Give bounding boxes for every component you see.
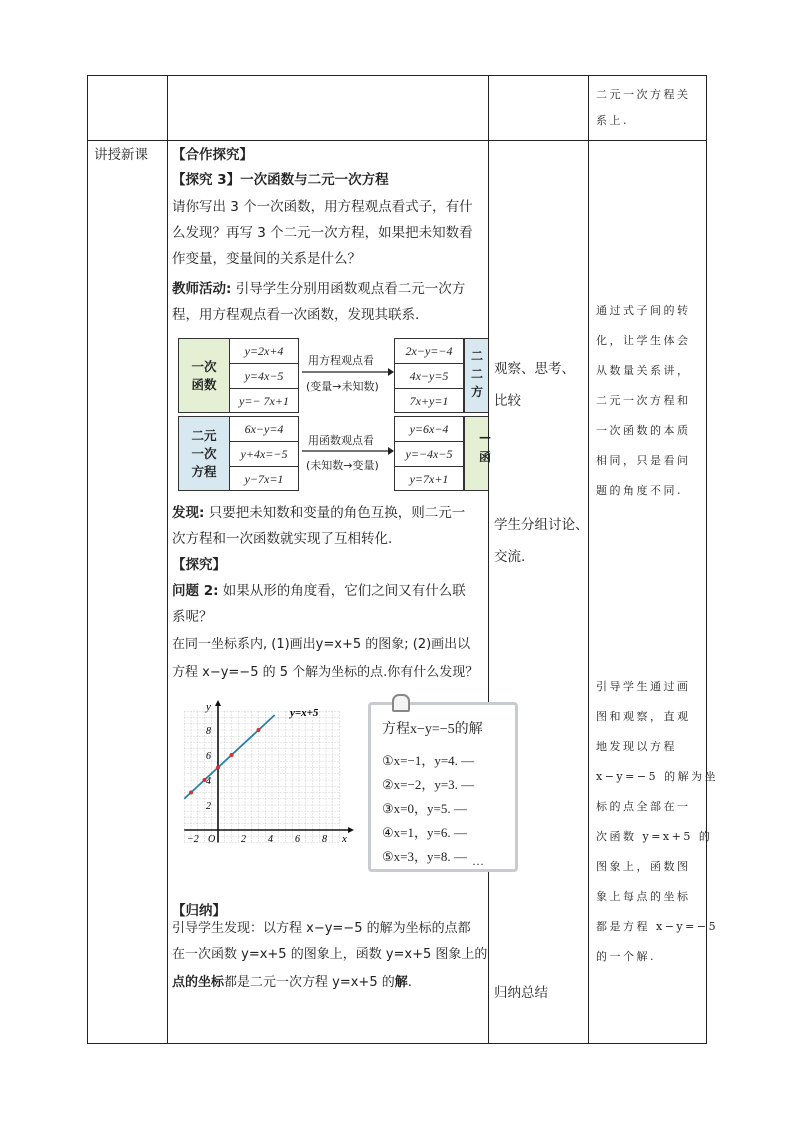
y-tick-label: 4 bbox=[206, 776, 211, 787]
table-top-border bbox=[87, 75, 707, 76]
col4-line: 二元一次方程和 bbox=[596, 394, 691, 407]
col4-line: 一次函数的本质 bbox=[596, 424, 691, 437]
table1-right-eq1: 2x−y=−4 bbox=[395, 339, 463, 364]
table1-right-box bbox=[394, 338, 464, 413]
teacher-activity-line1 bbox=[172, 276, 465, 302]
table1-arrow-bottom: (变量→未知数) bbox=[306, 380, 379, 393]
col4-line: 图象上，函数图 bbox=[596, 860, 691, 873]
col4-line: 题的角度不同. bbox=[596, 484, 683, 497]
table2-right-eq3: y=7x+1 bbox=[409, 471, 449, 486]
x-tick-label: 2 bbox=[241, 834, 246, 845]
solution-4: ④x=1，y=6. — bbox=[382, 825, 467, 840]
table1-left-box bbox=[229, 338, 299, 413]
solution-point bbox=[216, 766, 220, 770]
summary-line2: 在一次函数 y=x+5 的图象上，函数 y=x+5 图象上的 bbox=[172, 947, 488, 962]
q2-text1: 如果从形的角度看，它们之间又有什么联 bbox=[218, 583, 466, 599]
q2-line3: 在同一坐标系内, (1)画出y=x+5 的图象; (2)画出以 bbox=[172, 637, 471, 652]
para1-line3: 作变量，变量间的关系是什么？ bbox=[172, 251, 361, 267]
teacher-text1: 引导学生分别用函数观点看二元一次方 bbox=[231, 281, 466, 297]
x-tick-label: 4 bbox=[268, 834, 273, 845]
teacher-label: 教师活动: bbox=[172, 281, 232, 297]
table-left-border bbox=[87, 75, 88, 1044]
col-divider-2 bbox=[488, 75, 489, 1044]
discover-line2: 次方程和一次函数就实现了互相转化. bbox=[172, 531, 393, 547]
solutions-ellipsis: … bbox=[472, 854, 484, 868]
solution-point bbox=[230, 753, 234, 757]
col4-line: 的一个解. bbox=[596, 950, 656, 963]
table1-left-eq2: y=4x−5 bbox=[230, 364, 298, 389]
solutions-panel bbox=[368, 702, 488, 874]
row-divider bbox=[87, 140, 707, 141]
col3-group-line1: 学生分组讨论、 bbox=[494, 517, 589, 533]
col4-line: 通过式子间的转 bbox=[596, 304, 691, 317]
col4-line: 从数量关系讲， bbox=[596, 364, 691, 377]
origin-label: O bbox=[208, 834, 216, 845]
col3-group-line2: 交流. bbox=[494, 549, 526, 565]
y-tick-label: 6 bbox=[206, 751, 211, 762]
solution-5: ⑤x=3，y=8. — bbox=[382, 849, 467, 864]
table1-left-eq3: y=− 7x+1 bbox=[239, 393, 289, 408]
discover-line1 bbox=[172, 500, 465, 526]
summary-line3: 点的坐标都是二元一次方程 y=x+5 的解. bbox=[172, 975, 412, 990]
x-tick-label: −2 bbox=[187, 834, 199, 845]
table1-right-eq3: 7x+y=1 bbox=[409, 393, 449, 408]
col4-line: 图和观察，直观 bbox=[596, 710, 691, 723]
col4-line: 标的点全部在一 bbox=[596, 800, 691, 813]
table2-left-eq2: y+4x=−5 bbox=[230, 442, 298, 467]
x-tick-label: 8 bbox=[322, 834, 327, 845]
table2-edge-label: — 函 bbox=[464, 416, 488, 491]
heading-explore3-prefix: 【探究 3】 bbox=[172, 172, 241, 188]
discover-label: 发现: bbox=[172, 505, 205, 521]
coordinate-graph bbox=[176, 698, 356, 850]
summary-bold-coords: 点的坐标 bbox=[172, 975, 225, 990]
discover-text1: 只要把未知数和变量的角色互换，则二元一 bbox=[204, 505, 466, 521]
col-divider-3 bbox=[588, 75, 589, 1044]
solution-point bbox=[203, 778, 207, 782]
table1-arrow-icon bbox=[302, 368, 394, 376]
summary-mid: 都是二元一次方程 y=x+5 的 bbox=[224, 975, 395, 990]
col3-summary: 归纳总结 bbox=[494, 985, 548, 1001]
top-row-note-line2: 系上. bbox=[596, 114, 629, 127]
table-bottom-border bbox=[87, 1043, 707, 1044]
table2-right-box bbox=[394, 416, 464, 491]
table2-label: 二元 一次 方程 bbox=[178, 416, 230, 491]
heading-explore3-title: 一次函数与二元一次方程 bbox=[240, 172, 389, 188]
top-row-note-line1: 二元一次方程关 bbox=[596, 88, 691, 101]
table2-arrow-icon bbox=[302, 447, 394, 455]
heading-cooperative: 【合作探究】 bbox=[172, 147, 253, 163]
q2-label: 问题 2: bbox=[172, 583, 219, 599]
col3-observe-line2: 比较 bbox=[494, 393, 521, 409]
binder-clip-icon bbox=[392, 694, 410, 712]
para1-line1: 请你写出 3 个一次函数，用方程观点看式子，有什 bbox=[172, 199, 473, 215]
col4-line: 象上每点的坐标 bbox=[596, 890, 691, 903]
col4-line: 都是方程 x−y=−5 bbox=[596, 920, 719, 933]
table2-arrow-top: 用函数观点看 bbox=[308, 434, 374, 447]
summary-heading: 【归纳】 bbox=[172, 903, 226, 919]
summary-bold-solution: 解 bbox=[394, 975, 408, 990]
table1-left-eq1: y=2x+4 bbox=[230, 339, 298, 364]
section-label: 讲授新课 bbox=[94, 147, 148, 163]
table1-label: 一次 函数 bbox=[178, 338, 230, 413]
table2-right-eq2: y=−4x−5 bbox=[395, 442, 463, 467]
para1-line2: 么发现？再写 3 个二元一次方程，如果把未知数看 bbox=[172, 225, 473, 241]
y-axis-label: y bbox=[206, 701, 211, 713]
col4-line: 相同，只是看问 bbox=[596, 454, 691, 467]
table1-arrow-top: 用方程观点看 bbox=[308, 354, 374, 367]
solution-3: ③x=0，y=5. — bbox=[382, 801, 467, 816]
y-tick-label: 8 bbox=[206, 726, 211, 737]
col4-line: x−y=−5 的解为坐 bbox=[596, 770, 719, 783]
solution-point bbox=[257, 728, 261, 732]
heading-explore3 bbox=[172, 167, 389, 193]
col-divider-1 bbox=[167, 75, 168, 1044]
x-axis-arrow bbox=[348, 827, 354, 833]
table2-left-eq3: y−7x=1 bbox=[244, 471, 284, 486]
col3-observe-line1: 观察、思考、 bbox=[494, 361, 575, 377]
explore-heading: 【探究】 bbox=[172, 557, 226, 573]
solutions-title: 方程x−y=−5的解 bbox=[382, 722, 483, 737]
table1-right-eq2: 4x−y=5 bbox=[395, 364, 463, 389]
table1-edge-label: 二 二 方 bbox=[464, 338, 488, 413]
solution-2: ②x=−2，y=3. — bbox=[382, 777, 475, 792]
summary-line1: 引导学生发现：以方程 x−y=−5 的解为坐标的点都 bbox=[172, 921, 471, 936]
series-label: y=x+5 bbox=[290, 707, 319, 719]
y-axis-arrow bbox=[215, 700, 221, 706]
table2-left-box bbox=[229, 416, 299, 491]
col4-line: 化，让学生体会 bbox=[596, 334, 691, 347]
table2-right-eq1: y=6x−4 bbox=[395, 417, 463, 442]
table-right-border bbox=[706, 75, 707, 1044]
q2-line4: 方程 x−y=−5 的 5 个解为坐标的点.你有什么发现？ bbox=[172, 665, 479, 680]
solution-1: ①x=−1，y=4. — bbox=[382, 753, 475, 768]
col4-line: 次函数 y=x+5 的 bbox=[596, 830, 713, 843]
col4-line: 引导学生通过画 bbox=[596, 680, 691, 693]
y-tick-label: 2 bbox=[206, 801, 211, 812]
solution-point bbox=[189, 791, 193, 795]
table2-left-eq1: 6x−y=4 bbox=[230, 417, 298, 442]
x-axis-label: x bbox=[342, 833, 347, 845]
x-tick-label: 6 bbox=[295, 834, 300, 845]
teacher-activity-line2: 程，用方程观点看一次函数，发现其联系. bbox=[172, 307, 420, 323]
q2-line2: 系呢？ bbox=[172, 609, 213, 625]
col4-line: 地发现以方程 bbox=[596, 740, 677, 753]
table2-arrow-bottom: (未知数→变量) bbox=[306, 459, 379, 472]
q2-line1 bbox=[172, 578, 466, 604]
